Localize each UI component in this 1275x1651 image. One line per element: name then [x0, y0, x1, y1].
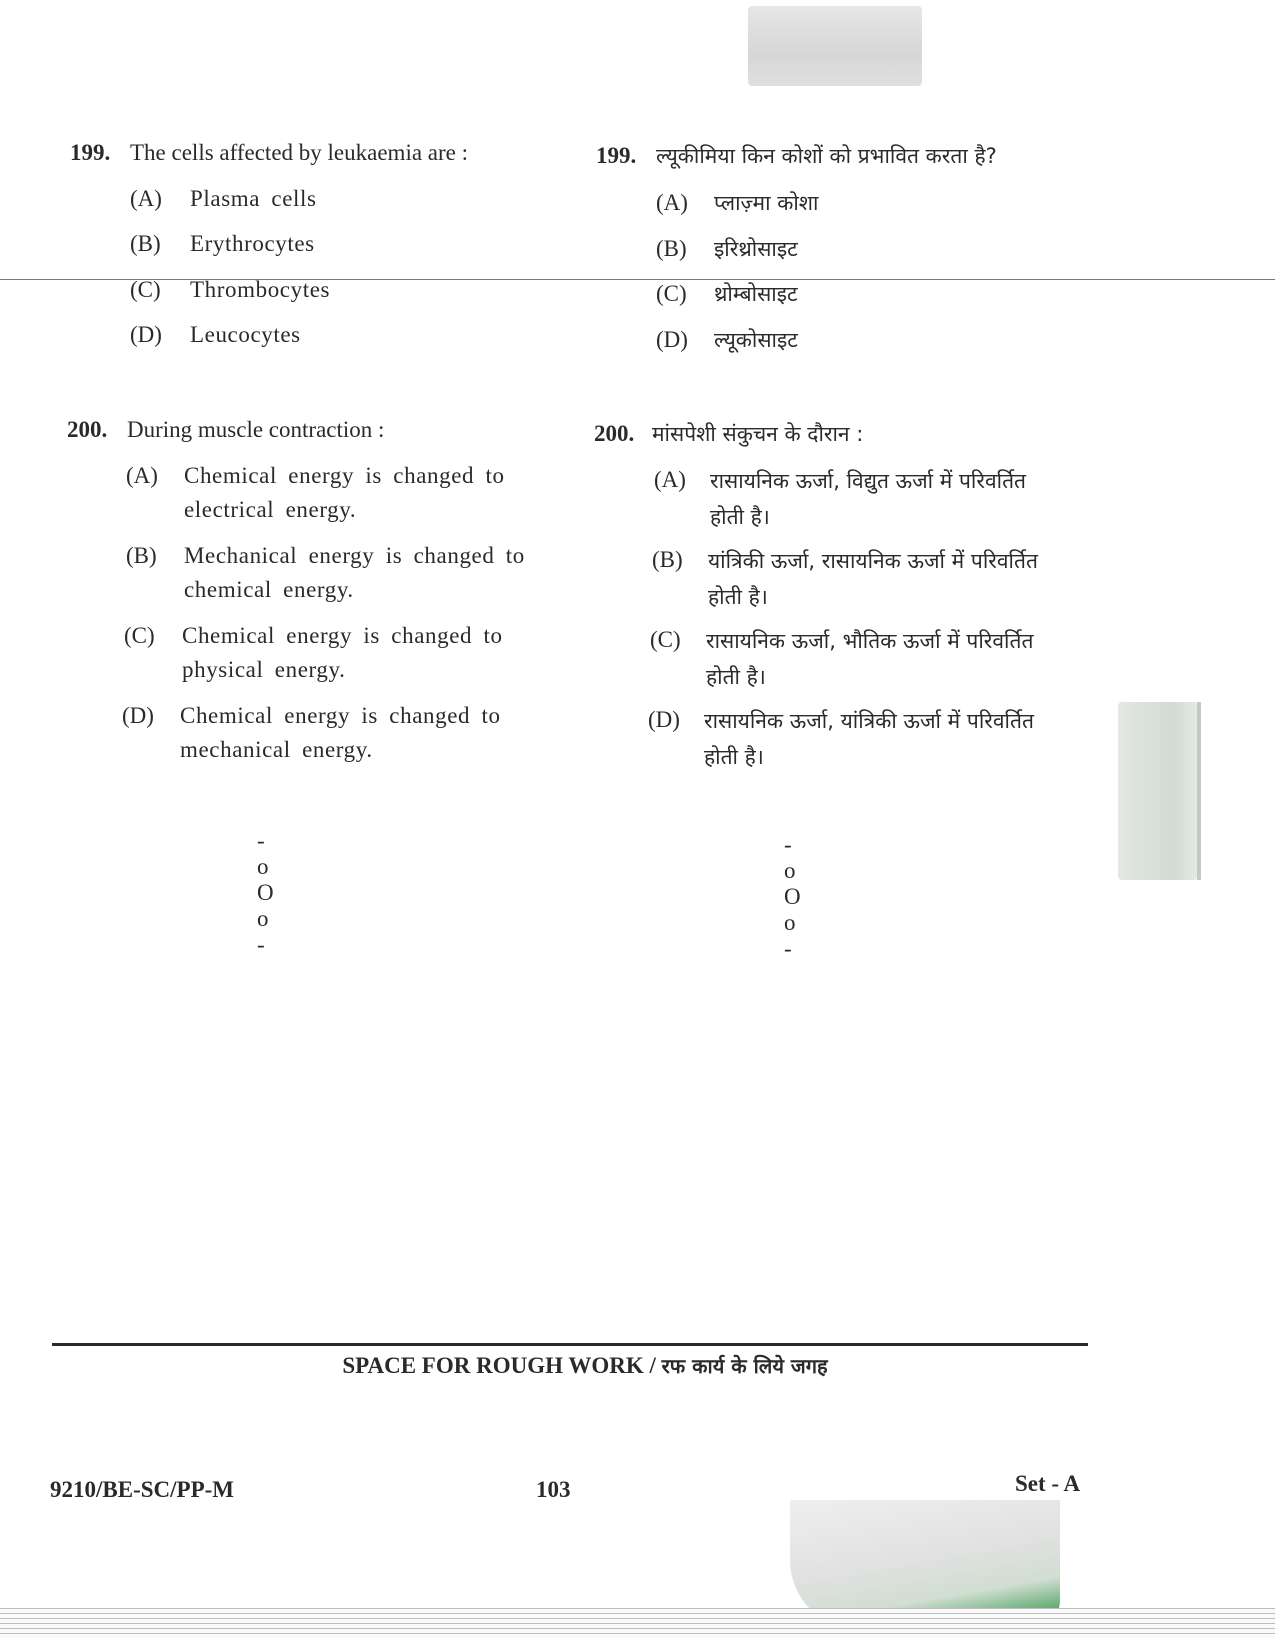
question-text: मांसपेशी संकुचन के दौरान : — [652, 422, 864, 446]
tape-side — [1118, 702, 1198, 880]
rough-work-en: SPACE FOR ROUGH WORK / — [342, 1353, 656, 1378]
option-text: थ्रोम्बोसाइट — [714, 282, 798, 306]
option-text: Leucocytes — [190, 322, 301, 347]
option-label: (A) — [126, 463, 158, 488]
option-label: (A) — [130, 186, 162, 211]
option-label: (B) — [656, 236, 687, 261]
scan-edge-lines — [0, 1608, 1275, 1638]
question-text: The cells affected by leukaemia are : — [130, 140, 469, 165]
page-number: 103 — [536, 1477, 571, 1502]
option-line-1: रासायनिक ऊर्जा, विद्युत ऊर्जा में परिवर्तित — [710, 469, 1027, 493]
question-number: 199. — [70, 140, 111, 165]
option-text — [704, 703, 1084, 775]
paper-code: 9210/BE-SC/PP-M — [50, 1477, 234, 1502]
option-text: इरिथ्रोसाइट — [714, 237, 798, 261]
option-line-1: रासायनिक ऊर्जा, यांत्रिकी ऊर्जा में परिवर्तित — [704, 709, 1034, 733]
option-text — [710, 463, 1090, 535]
option-line-1: Chemical energy is changed to — [180, 703, 501, 728]
tape-top — [748, 6, 922, 86]
option-label: (B) — [126, 543, 157, 568]
option-text — [182, 619, 562, 687]
option-text — [706, 623, 1086, 695]
option-label: (C) — [656, 281, 687, 306]
question-number: 199. — [596, 143, 637, 168]
option-label: (B) — [652, 547, 683, 572]
option-label: (D) — [122, 703, 154, 728]
option-line-2: chemical energy. — [184, 577, 354, 602]
option-label: (D) — [648, 707, 680, 732]
option-line-1: Chemical energy is changed to — [182, 623, 503, 648]
option-text: Erythrocytes — [190, 231, 315, 256]
option-label: (D) — [130, 322, 162, 347]
option-line-1: यांत्रिकी ऊर्जा, रासायनिक ऊर्जा में परिवर्तित — [708, 549, 1038, 573]
option-label: (C) — [124, 623, 155, 648]
end-separator-hi: - o O o - — [784, 832, 804, 961]
option-label: (B) — [130, 231, 161, 256]
option-text — [180, 699, 560, 767]
option-line-2: mechanical energy. — [180, 737, 373, 762]
question-number: 200. — [594, 421, 635, 446]
option-label: (A) — [656, 190, 688, 215]
option-line-1: Mechanical energy is changed to — [184, 543, 525, 568]
rough-work-rule — [52, 1343, 1088, 1346]
rough-work-heading — [0, 1352, 1170, 1379]
option-label: (C) — [650, 627, 681, 652]
option-line-2: होती है। — [704, 745, 764, 769]
option-line-1: Chemical energy is changed to — [184, 463, 505, 488]
option-label: (C) — [130, 277, 161, 302]
option-text — [184, 459, 564, 527]
end-separator-en: - o O o - — [257, 828, 277, 957]
option-text — [184, 539, 564, 607]
option-line-2: electrical energy. — [184, 497, 357, 522]
question-number: 200. — [67, 417, 108, 442]
option-label: (D) — [656, 327, 688, 352]
option-line-2: होती है। — [710, 505, 770, 529]
question-text: During muscle contraction : — [127, 417, 385, 442]
option-line-2: physical energy. — [182, 657, 346, 682]
option-label: (A) — [654, 467, 686, 492]
option-text — [708, 543, 1088, 615]
option-line-1: रासायनिक ऊर्जा, भौतिक ऊर्जा में परिवर्तित — [706, 629, 1034, 653]
option-text: Plasma cells — [190, 186, 317, 211]
rough-work-hi: रफ कार्य के लिये जगह — [661, 1354, 828, 1378]
option-text: प्लाज़्मा कोशा — [714, 191, 819, 215]
option-text: Thrombocytes — [190, 277, 331, 302]
option-text: ल्यूकोसाइट — [714, 328, 798, 352]
question-text: ल्यूकीमिया किन कोशों को प्रभावित करता है? — [656, 144, 997, 168]
option-line-2: होती है। — [708, 585, 768, 609]
set-label: Set - A — [1015, 1471, 1081, 1496]
option-line-2: होती है। — [706, 665, 766, 689]
